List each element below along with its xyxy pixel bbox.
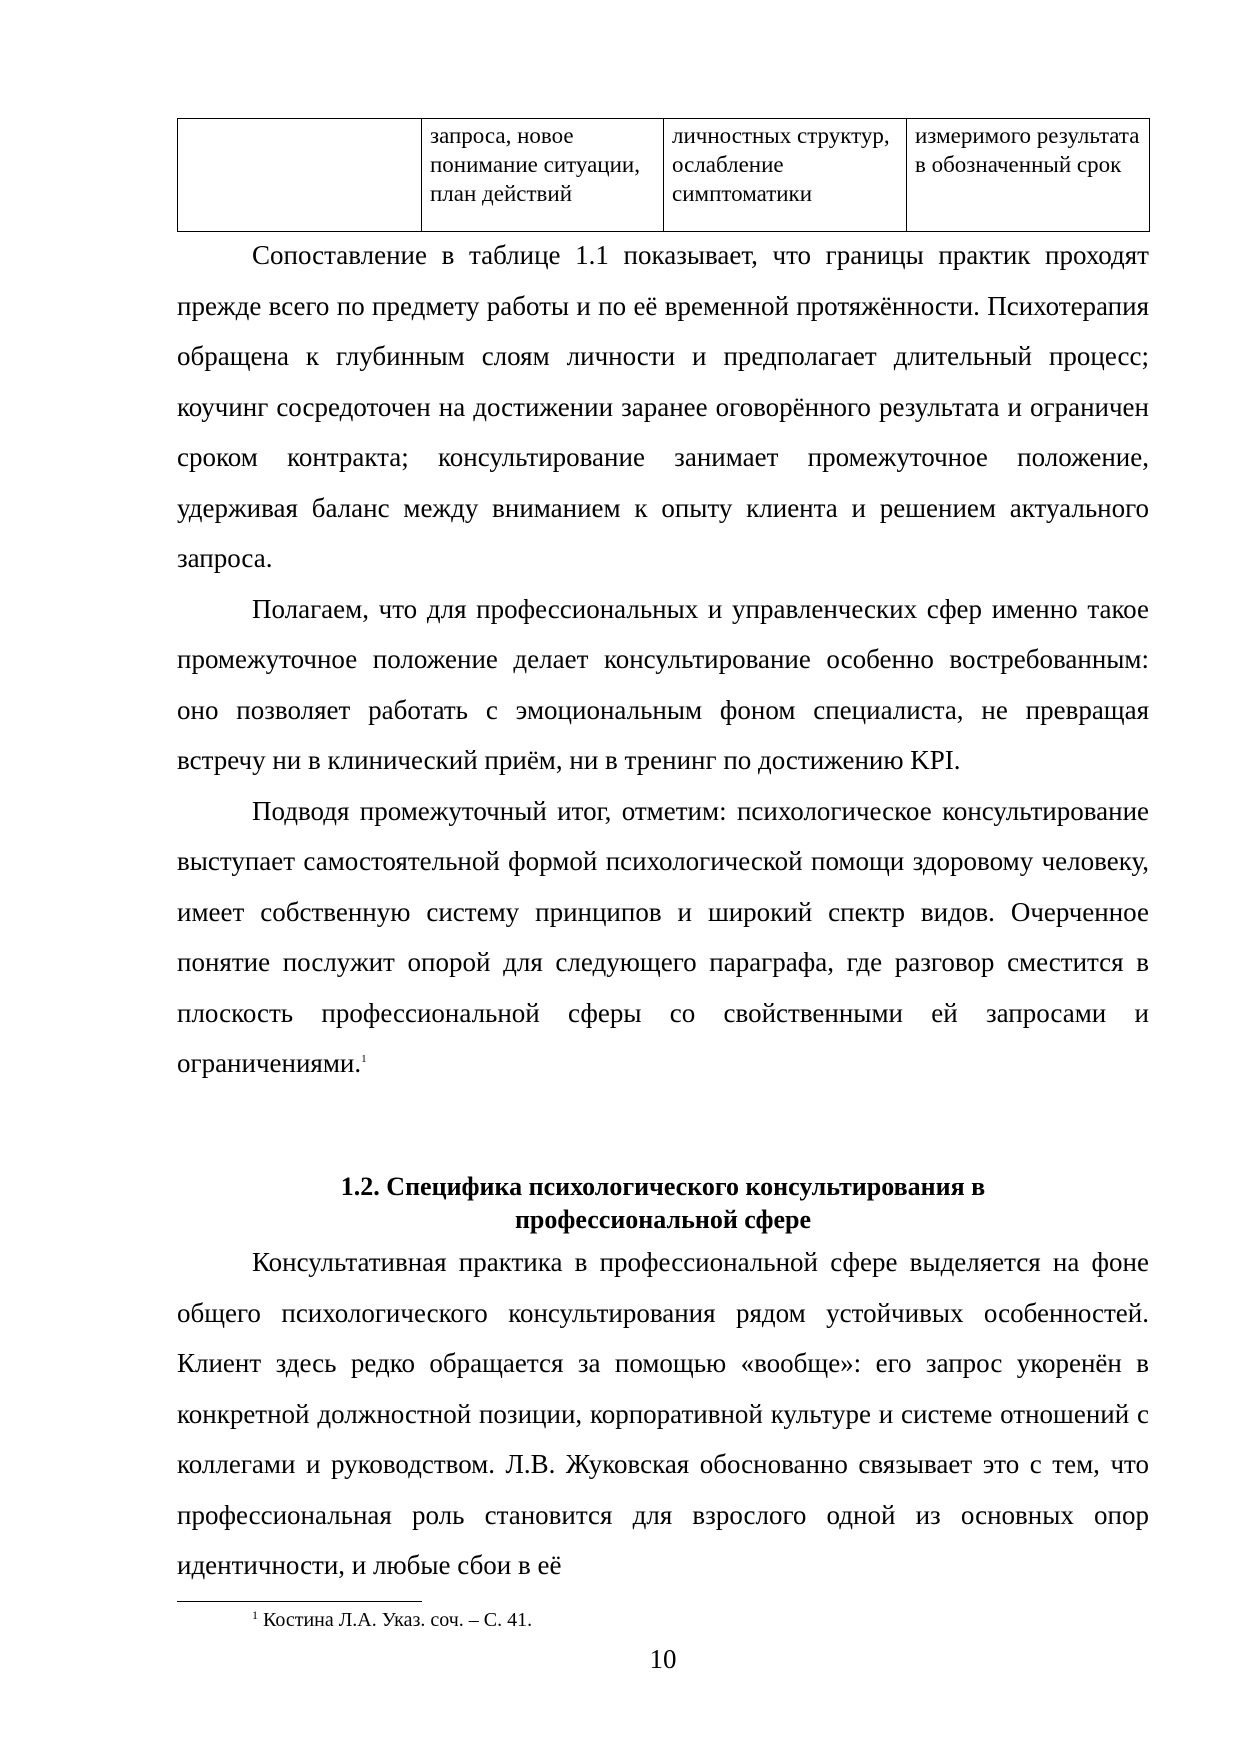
table-row [178,119,1150,232]
table-cell-2: запроса, новое понимание ситуации, план действий [422,119,664,232]
section-heading [177,1170,1149,1236]
section-heading-line-1: 1.2. Специфика психологического консультирования в [340,1172,986,1201]
page-number: 10 [649,1644,677,1674]
paragraph-consultative-practice: Консультативная практика в профессиональной сфере выделяется на фоне общего психологического консультирования рядом устойчивых особенностей. Клиент здесь редко обращается за помощью «вообще»: его запрос укоренён в конкретной должностной позиции, корпоративной культуре и системе отношений с коллегами и руководством. Л.В. Жуковская обоснованно связывает это с тем, что профессиональная роль становится для взрослого одной из основных опор идентичности, и любые сбои в её [177,1247,1149,1580]
body-text-section [177,230,1149,1089]
table-cell-1 [178,119,422,232]
footnote-reference[interactable]: 1 [361,1053,367,1065]
table-cell-3: личностных структур, ослабление симптоматики [664,119,907,232]
footnote [252,1607,532,1633]
footnote-separator [177,1601,422,1602]
footnote-text: Костина Л.А. Указ. соч. – С. 41. [263,1609,533,1631]
table-cell-4: измеримого результата в обозначенный срок [907,119,1150,232]
body-text-section-2 [177,1237,1149,1591]
paragraph-summary: Подводя промежуточный итог, отметим: психологическое консультирование выступает самостоятельной формой психологической помощи здоровому человеку, имеет собственную систему принципов и широкий спектр видов. Очерченное понятие послужит опорой для следующего параграфа, где разговор сместится в плоскость профессиональной сферы со свойственными ей запросами и ограничениями.$^1$ [177,795,1149,1078]
footnote-number: 1 [252,1608,258,1622]
section-heading-line-2: профессиональной сфере [514,1205,812,1234]
comparison-table-fragment [177,118,1150,232]
paragraph-intermediate-position: Полагаем, что для профессиональных и управленческих сфер именно такое промежуточное положение делает консультирование особенно востребованным: оно позволяет работать с эмоциональным фоном специалиста, не превращая встречу ни в клинический приём, ни в тренинг по достижению KPI. [177,593,1149,775]
paragraph-comparison: Сопоставление в таблице 1.1 показывает, что границы практик проходят прежде всего по предмету работы и по её временной протяжённости. Психотерапия обращена к глубинным слоям личности и предполагает длительный процесс; коучинг сосредоточен на достижении заранее оговорённого результата и ограничен сроком контракта; консультирование занимает промежуточное положение, удерживая баланс между вниманием к опыту клиента и решением актуального запроса. [177,240,1149,573]
